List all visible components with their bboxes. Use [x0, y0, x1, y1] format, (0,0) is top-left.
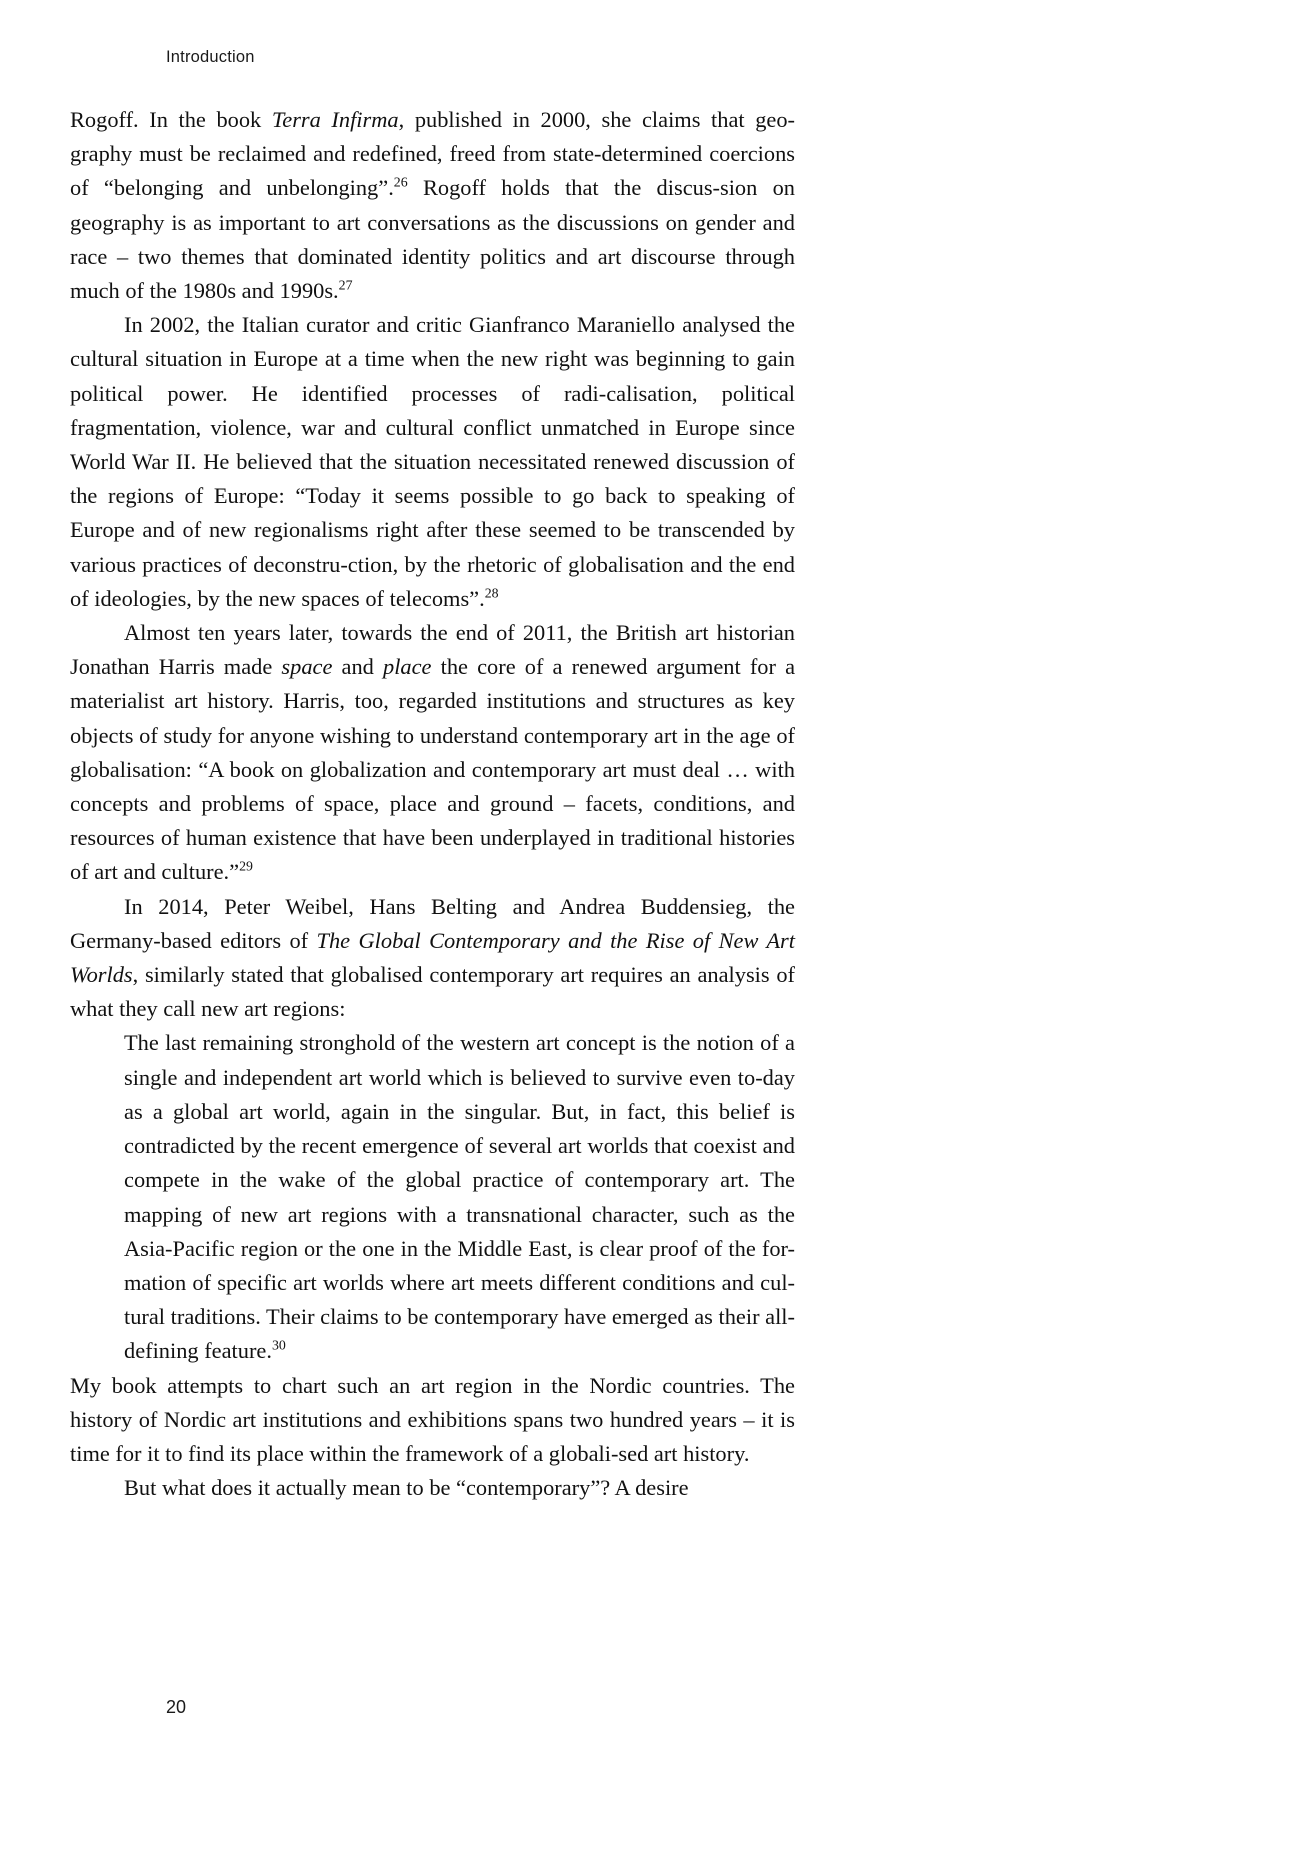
paragraph-contemporary: But what does it actually mean to be “contemporary”? A desire: [124, 1475, 689, 1501]
paragraph-weibel: In 2014, Peter Weibel, Hans Belting and Andrea Buddensieg, the Germany-based editors of The Global Contemporary and the Rise of New Art Worlds, similarly stated that globalised contemporary art requires an analysis of what they call new art regions:: [70, 893, 795, 1022]
paragraph-harris: Almost ten years later, towards the end of 2011, the British art historian Jonathan Harris made space and place the core of a renewed argument for a materialist art history. Harris, too, regarded institutions and structures as key objects of study for anyone wishing to understand contemporary art in the age of globalisation: “A book on globalization and contemporary art must deal … with concepts and problems of space, place and ground – facets, conditions, and resources of human existence that have been underplayed in traditional histories of art and culture.”$^{29}$: [70, 620, 796, 885]
blockquote-text: The last remaining stronghold of the western art concept is the notion of a single and independent art world which is believed to survive even to-day as a global art world, again in the singular. But, in fact, this belief is contradicted by the recent emergence of several art worlds that coexist and compete in the wake of the global practice of contemporary art. The mapping of new art regions with a transnational character, such as the Asia-Pacific region or the one in the Middle East, is clear proof of the for-mation of specific art worlds where art meets different conditions and cul-tural traditions. Their claims to be contemporary have emerged as their all-defining feature.$^{30}$: [124, 1030, 795, 1364]
running-head: Introduction: [166, 48, 255, 66]
paragraph-maraniello: In 2002, the Italian curator and critic Gianfranco Maraniello analysed the cultural situation in Europe at a time when the new right was beginning to gain political power. He identified processes of radi-calisation, political fragmentation, violence, war and cultural conflict unmatched in Europe since World War II. He believed that the situation necessitated renewed discussion of the regions of Europe: “Today it seems possible to go back to speaking of Europe and of new regionalisms right after these seemed to be transcended by various practices of deconstru-ction, by the rhetoric of globalisation and the end of ideologies, by the new spaces of telecoms”.$^{28}$: [70, 312, 795, 611]
paragraph-mybook: My book attempts to chart such an art region in the Nordic countries. The history of Nordic art institutions and exhibitions spans two hundred years – it is time for it to find its place within the framework of a globali-sed art history.: [70, 1372, 795, 1466]
paragraph-rogoff: Rogoff. In the book Terra Infirma, published in 2000, she claims that geo-graphy must be reclaimed and redefined, freed from state-determined coercions of “belonging and unbelonging”.$^{26}$ Rogoff holds that the discus-sion on geography is as important to art conversations as the discussions on gender and race – two themes that dominated identity politics and art discourse through much of the 1980s and 1990s.$^{27}$: [70, 107, 795, 304]
page-number: 20: [166, 1697, 187, 1717]
blockquote-weibel: [70, 1026, 795, 1368]
body-text-column: [70, 103, 795, 1505]
